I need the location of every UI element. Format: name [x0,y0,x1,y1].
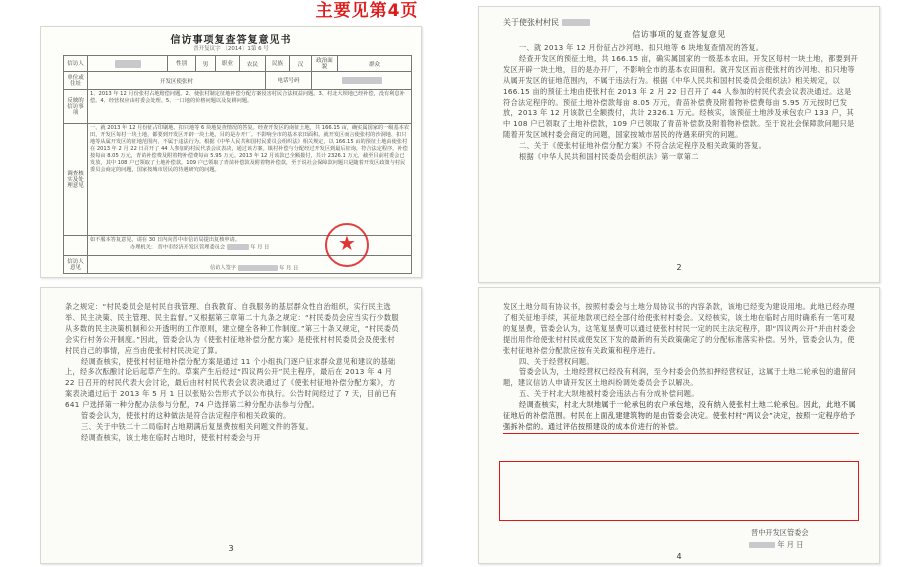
reply-heading-title: 信访事项的复查答复意见 [632,30,726,39]
petitioner-sign-label: 信访人签字 [210,265,236,271]
petitioner-sign-date: 年 月 日 [279,265,299,271]
form-title: 信访事项复查答复意见书 [170,35,292,46]
reply-text: 一、就 2013 年 12 月份征占印刷地、扣只地等 6 块地复查情况的答复。经查开发区的南征土地，共 166.15 亩，确实属国家的一级基本农田，开发区每村一块土地，都要到开发区开辟一块土地，目的是办开厂。不影响全市的基本农田面积。就开发区而言使张村的沙洞地、扣只地等从属开发区的征地范围内，不属于违法行为。根据《中华人民共和国村民委员会组织法》相关规定，以 166.15 亩的预征土地由使张村在 2013 年 2 月 22 日召开了 44 人参加的村民代表会议表决，通过该方案。镇村补偿与分配经过开发区到最后征询，符合法定程序。补偿按每亩 8.05 万元，青苗补偿费及附着物补偿费每亩 5.95 万元。2013 年 12 月该款已全额拨付，共计 2326.1 万元，截至目前村委会已发放，其中 108 户已领取了土地补偿款。109 户已领取了青苗补偿款及附着物补偿款，至于说社会保障款问题只是随着开发区政策与村民委员会商定的问题，国家按城市居民的待遇研究的问题。 [88,124,412,236]
paragraph: 五、关于村北大坝地被村委会违法占有分成补偿问题。 [519,389,699,399]
handler-label: 办理机关： [130,244,156,251]
paragraph: 根据《中华人民共和国村民委员会组织法》第一章第二 [519,152,699,162]
page-4 [478,287,880,564]
signature-block-label: 信访人意见 [64,256,88,274]
address-label: 单位或住址 [64,72,88,90]
political-label: 政治面貌 [312,56,338,72]
paragraph: 四、关于经营权问题。 [519,356,594,366]
gender-value: 男 [196,56,216,72]
page-number: 2 [676,263,682,272]
request-label: 反映的信访事项 [64,90,88,124]
phone-value-redacted [312,72,412,90]
page-3 [40,287,422,564]
signing-organization: 晋中开发区管委会 [751,528,809,537]
official-seal-icon: ★ [325,223,369,267]
request-text: 1、2013 年 12 月份张村占地赔偿问题。2、使张村制定征地补偿分配方案侵害村民合法权益问题。3、村北大坝地已经补偿，没有利息补偿。4、经营权应由村委会处理。5、一口地的价格问题以及复耕问题。 [88,90,412,124]
handler-value: 晋中市经济开发区管理委员会 [157,244,226,251]
paragraph: 管委会认为，土地经营权已经没有利润，至今村委会仍然扣押经营权证，这属于土地二轮承包的遗留问题，建议信访人申请开发区土地纠纷调处委员会予以解决。 [503,367,856,388]
political-value: 群众 [338,56,412,72]
paragraph: 二、关于《使张村征地补偿分配方案》不符合法定程序及相关政策的答复。 [519,141,767,151]
document-number: 晋开复议字 〔2014〕1第 6 号 [193,46,269,52]
page-1-form [40,26,422,278]
ethnicity-value: 汉 [290,56,312,72]
highlighted-paragraph: 经调查核实，村北大坝地属于一轮承包的农户承包地，没有纳入使张村土地二轮承包。因此，此地不属征地后的补偿范围。村民在上面乱建建筑物的是由管委会决定。使张村村“两议会”决定，按照一定程序给予强拆补偿的。通过评估按照建设的成本价进行的补偿。 [503,400,859,434]
reply-heading-to: 关于使张村村民 [503,17,590,28]
ethnicity-label: 民族 [266,56,290,72]
main-page-note: 主要见第4页 [315,1,419,21]
page-2 [478,6,880,283]
signing-date: 年 月 日 [749,540,803,550]
gender-label: 性别 [168,56,196,72]
page-number: 4 [676,552,682,561]
reply-label: 调查核实及处理意见 [64,124,88,236]
paragraph: 条之规定：“村民委员会是村民自我管理、自我教育、自我服务的基层群众性自治组织，实行民主选举、民主决策、民主管理、民主监督。”又根据第三章第二十九条之规定：“村民委员会应当实行少数服从多数的民主决策机制和公开透明的工作原则，建立健全各种工作制度。”第三十条又规定，“村民委员会实行村务公开制度。”因此，管委会认为《使张村征地补偿分配方案》是使张村村民委员会及使张村村民自己的事情，应当由使张村村民决定了算。 [65,302,399,355]
phone-label: 电话号码 [266,72,312,90]
occupation-label: 职业 [216,56,240,72]
paragraph: 发区土地分局有协议书，按照村委会与土地分局协议书的内容条款，该地已经变为建设用地。此地已经办理了相关征地手续，其征地款项已经全部付给使张村村委会。又经核实，该土地在临时占用时确系有一笔可观的复垦费，管委会认为，这笔复垦费可以通过使张村村民一定的民主法定程序，即“四议两公开”并由村委会提出用作给使张村村民或使发区下发的最新的有关政策确定了的分配标准落实补偿。另外，管委会认为，使张村征地补偿分配款应按有关政策和程序进行。 [503,302,856,355]
handler-date: 年 月 日 [250,244,270,251]
petitioner-label: 信访人 [64,56,88,72]
paragraph: 三、关于中铁二十二局临时占地期满后复垦费按相关问题文件的答复。 [81,421,314,431]
page-4-body [503,302,859,434]
red-highlight-box [499,461,859,521]
page-number: 3 [228,544,234,553]
paragraph: 经调查核实，使张村村征地补偿分配方案是通过 11 个小组执门逐户征求群众意见和建议的基础上，经多次酝酿讨论后起草产生的。草案产生后经过“四议两公开”民主程序，最后在 2013 年 4 月 22 日召开的村民代表大会讨论，最后由村村民代表会议表决通过了《使张村征地补偿分配方案》，方案表决通过后于 2013 年 5 月 1 日以张贴公告形式予以公布执行。公告时间经过了 7 天，目前已有 641 户选择第一种分配办法参与分配，74 户选择第二种分配办法参与分配。 [65,356,397,410]
paragraph: 一、就 2013 年 12 月份征占沙河地、扣只地等 6 块地复查情况的答复。 [519,43,764,52]
address-value: 开发区使张村 [88,72,266,90]
handler-row-label [64,236,88,256]
paragraph: 经调查核实，该土地在临时占地时，使张村村委会与开 [81,432,261,442]
paragraph: 管委会认为，使张村的这种做法是符合法定程序和相关政策的。 [81,411,291,421]
review-notice: 如不服本答复意见，请在 30 日内向晋中市信访局提出复核申请。 [90,237,240,243]
paragraph: 经查开发区的预征土地，共 166.15 亩，确实属国家的一级基本农田。开发区每村一块土地，都要到开发区开辟一块土地，目的是办开厂，不影响全市的基本农田面积。就开发区而言使张村的沙河地、扣只地等从属开发区的征地范围内，不属于违法行为。根据《中华人民共和国村民委员会组织法》相关规定，以 166.15 亩的预征土地由使张村在 2013 年 2 月 22 日召开了 44 人参加的村民代表会议表决通过。这是符合法定程序的。预征土地补偿款每亩 8.05 万元，青苗补偿费及附着物补偿费每亩 5.95 万元按时已发放，2013 年 12 月该款已全额拨付，共计 2326.1 万元。经核实，该预征土地涉及承包农户 133 户，其中 108 户已领取了土地补偿款，109 户已领取了青苗补偿款及附着物补偿款。至于说社会保障款问题只是随着开发区域村委会商定的问题，国家按城市居民的待遇来研究的问题。 [503,53,859,140]
petitioner-name-redacted [88,56,168,72]
occupation-value: 农民 [240,56,266,72]
page-3-body [65,302,401,444]
page-2-body [503,43,859,163]
